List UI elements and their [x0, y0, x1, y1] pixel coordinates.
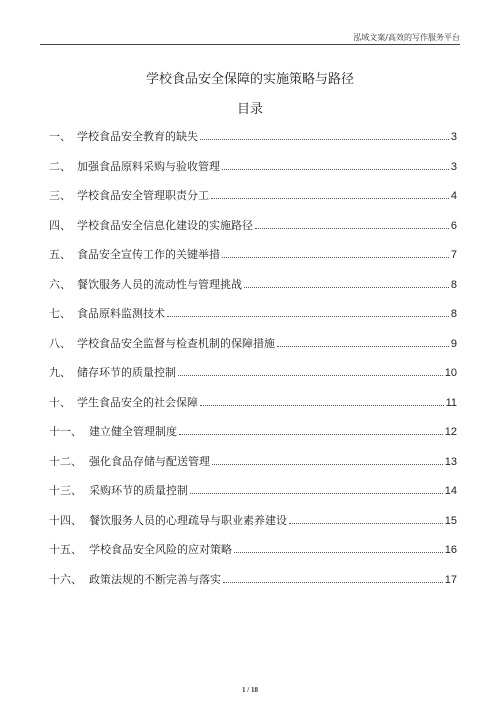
toc-item[interactable] [49, 128, 457, 158]
toc-leader-dots [200, 129, 449, 140]
toc-item[interactable] [49, 482, 457, 512]
toc-item-number: 五、 [49, 248, 71, 261]
toc-item-title[interactable]: 学生食品安全的社会保障 [77, 395, 198, 409]
toc-item-page[interactable]: 11 [445, 396, 457, 409]
toc-item-title[interactable]: 加强食品原料采购与验收管理 [77, 159, 220, 173]
toc-item-number: 十三、 [49, 484, 82, 497]
toc-item[interactable] [49, 423, 457, 453]
toc-item[interactable] [49, 305, 457, 335]
toc-item[interactable] [49, 276, 457, 306]
toc-item-number: 二、 [49, 159, 71, 173]
toc-item-number: 十五、 [49, 543, 82, 556]
toc-item-page[interactable]: 6 [450, 219, 457, 232]
header-divider [40, 44, 460, 45]
toc-leader-dots [212, 454, 443, 465]
toc-leader-dots [179, 424, 443, 435]
toc-item-number: 十、 [49, 395, 71, 409]
toc-item-title[interactable]: 餐饮服务人员的心理疏导与职业素养建设 [89, 513, 287, 527]
toc-leader-dots [190, 483, 443, 494]
toc-item-title[interactable]: 食品安全宣传工作的关键举措 [77, 248, 220, 261]
toc-item-page[interactable]: 12 [444, 426, 457, 438]
toc-item-number: 七、 [49, 307, 71, 320]
toc-item-page[interactable]: 13 [444, 455, 457, 468]
toc-item-title[interactable]: 学校食品安全教育的缺失 [77, 130, 198, 143]
toc-item-number: 八、 [49, 336, 71, 350]
toc-item[interactable] [49, 364, 457, 394]
toc-leader-dots [277, 336, 449, 347]
toc-item-page[interactable]: 3 [450, 131, 457, 143]
toc-item-page[interactable]: 16 [444, 544, 457, 556]
toc-item-title[interactable]: 学校食品安全管理职责分工 [77, 189, 209, 202]
toc-leader-dots [234, 542, 443, 553]
toc-item[interactable] [49, 335, 457, 365]
toc-item-number: 十一、 [49, 425, 82, 438]
document-title: 学校食品安全保障的实施策略与路径 [145, 72, 354, 87]
toc-item-title[interactable]: 建立健全管理制度 [89, 425, 177, 438]
toc-leader-dots [223, 572, 443, 583]
toc-item-number: 九、 [49, 366, 71, 379]
toc-item-number: 十二、 [49, 454, 82, 468]
toc-item-title[interactable]: 强化食品存储与配送管理 [89, 454, 210, 468]
toc-item-page[interactable]: 10 [444, 367, 457, 379]
toc-leader-dots [211, 188, 449, 199]
table-of-contents [49, 128, 457, 600]
toc-item[interactable] [49, 571, 457, 601]
toc-item[interactable] [49, 512, 457, 542]
toc-item-page[interactable]: 14 [444, 485, 457, 497]
toc-item[interactable] [49, 246, 457, 276]
toc-item-page[interactable]: 15 [444, 514, 457, 527]
toc-heading: 目录 [236, 102, 263, 117]
toc-leader-dots [244, 277, 449, 288]
toc-item-page[interactable]: 9 [450, 337, 457, 350]
toc-item-number: 三、 [49, 189, 71, 202]
toc-item-title[interactable]: 学校食品安全监督与检查机制的保障措施 [77, 336, 275, 350]
toc-item-page[interactable]: 8 [450, 278, 457, 291]
toc-item-title[interactable]: 食品原料监测技术 [77, 307, 165, 320]
toc-item-number: 十六、 [49, 572, 82, 586]
toc-item-number: 十四、 [49, 513, 82, 527]
toc-leader-dots [222, 159, 449, 170]
toc-leader-dots [222, 247, 449, 258]
toc-item-number: 六、 [49, 277, 71, 291]
toc-item[interactable] [49, 541, 457, 571]
toc-item[interactable] [49, 453, 457, 483]
toc-item-title[interactable]: 餐饮服务人员的流动性与管理挑战 [77, 277, 242, 291]
toc-item-title[interactable]: 政策法规的不断完善与落实 [89, 572, 221, 586]
toc-leader-dots [167, 306, 449, 317]
toc-item-title[interactable]: 学校食品安全风险的应对策略 [89, 543, 232, 556]
toc-item[interactable] [49, 394, 457, 424]
toc-leader-dots [178, 365, 443, 376]
toc-item-page[interactable]: 7 [450, 249, 457, 261]
toc-item[interactable] [49, 158, 457, 188]
toc-item-number: 一、 [49, 130, 71, 143]
toc-item-page[interactable]: 17 [444, 573, 457, 586]
toc-item-title[interactable]: 学校食品安全信息化建设的实施路径 [77, 218, 253, 232]
toc-item-title[interactable]: 采购环节的质量控制 [89, 484, 188, 497]
toc-leader-dots [289, 513, 443, 524]
header-brand: 泓域文案/高效的写作服务平台 [353, 33, 460, 42]
toc-item[interactable] [49, 187, 457, 217]
toc-item-number: 四、 [49, 218, 71, 232]
toc-leader-dots [255, 218, 449, 229]
toc-item-page[interactable]: 3 [450, 160, 457, 173]
toc-item-title[interactable]: 储存环节的质量控制 [77, 366, 176, 379]
toc-item-page[interactable]: 8 [450, 308, 457, 320]
toc-item[interactable] [49, 217, 457, 247]
toc-item-page[interactable]: 4 [450, 190, 457, 202]
page-indicator: 1 / 18 [242, 686, 258, 694]
toc-leader-dots [200, 395, 444, 406]
